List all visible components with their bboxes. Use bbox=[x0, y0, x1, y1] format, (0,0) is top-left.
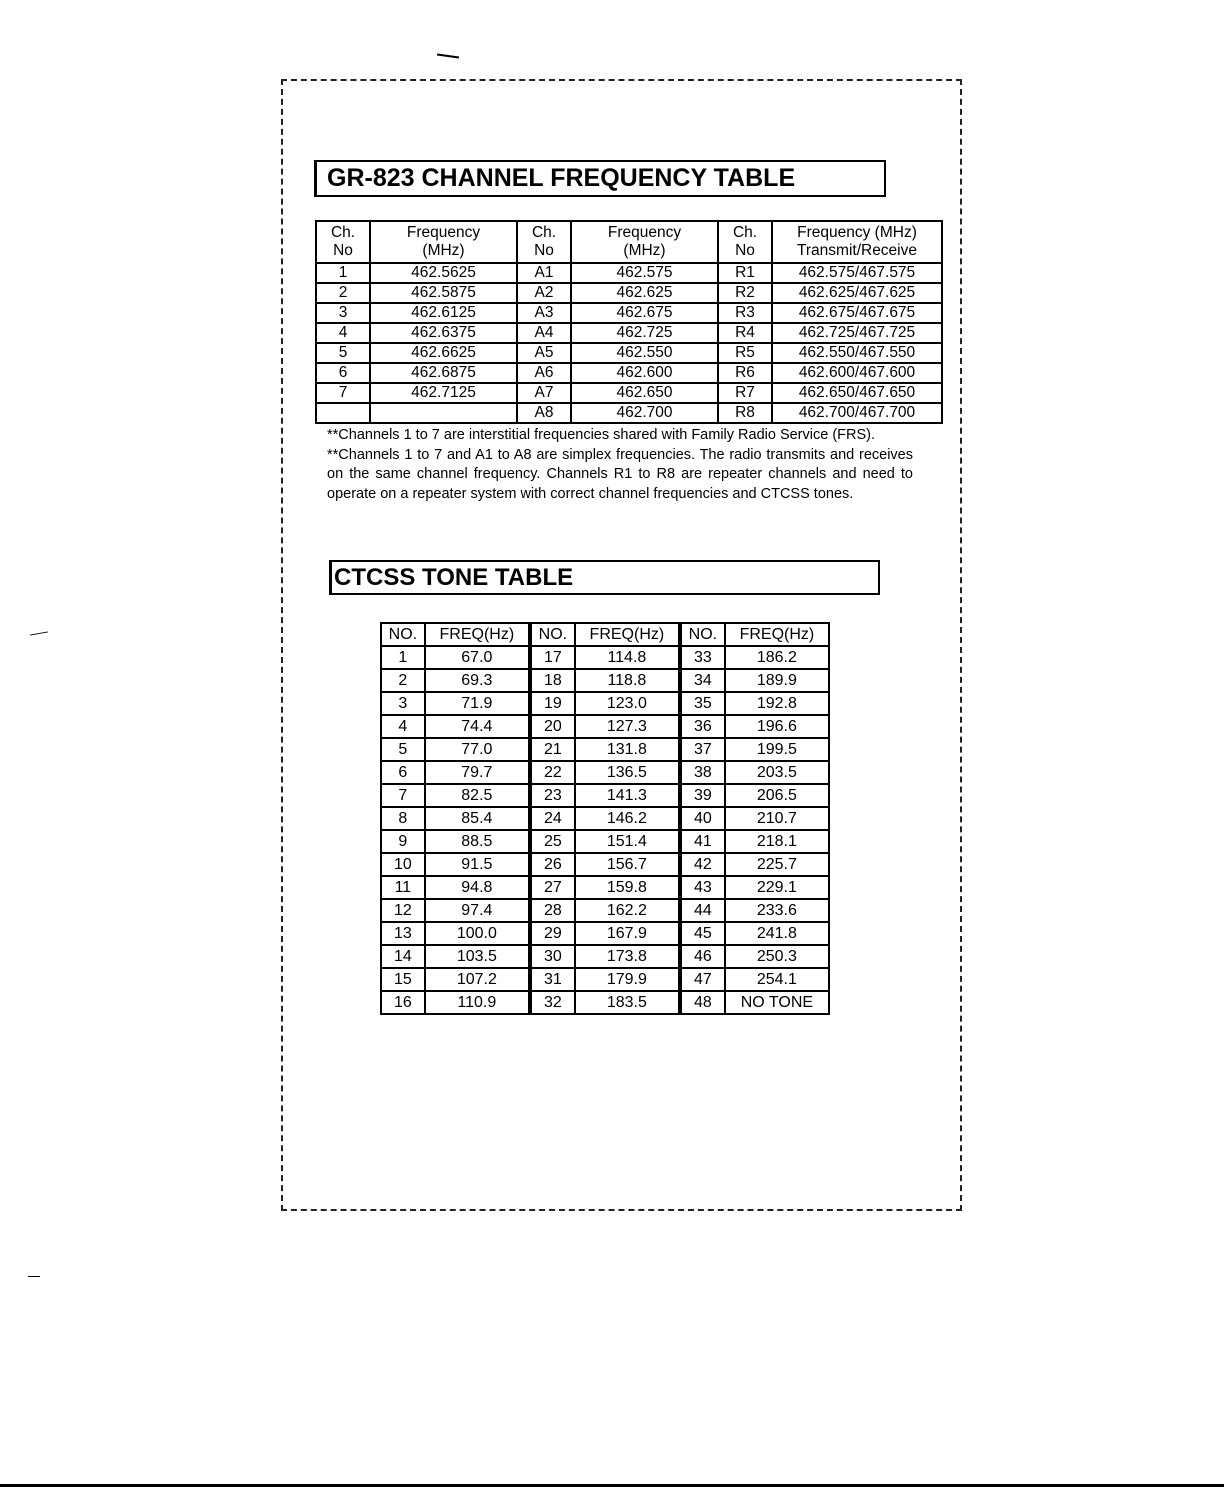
table-cell: 114.8 bbox=[575, 646, 680, 669]
table-cell: 107.2 bbox=[425, 968, 530, 991]
table-cell: 462.725/467.725 bbox=[772, 323, 942, 343]
column-header: NO. bbox=[530, 623, 575, 646]
table-cell: 462.6875 bbox=[370, 363, 517, 383]
table-row bbox=[381, 692, 829, 715]
table-cell: 41 bbox=[680, 830, 725, 853]
table-cell: 462.650 bbox=[571, 383, 718, 403]
scan-mark bbox=[30, 631, 48, 635]
ctcss-table-title: CTCSS TONE TABLE bbox=[329, 560, 880, 595]
table-cell: 22 bbox=[530, 761, 575, 784]
table-cell: 3 bbox=[381, 692, 425, 715]
table-cell: 12 bbox=[381, 899, 425, 922]
table-cell: 6 bbox=[316, 363, 370, 383]
table-row bbox=[381, 853, 829, 876]
table-cell: 136.5 bbox=[575, 761, 680, 784]
table-cell: 462.725 bbox=[571, 323, 718, 343]
table-cell: 1 bbox=[316, 263, 370, 283]
table-cell: NO TONE bbox=[725, 991, 829, 1014]
table-cell: 85.4 bbox=[425, 807, 530, 830]
table-cell: 39 bbox=[680, 784, 725, 807]
table-cell: 218.1 bbox=[725, 830, 829, 853]
table-cell: R1 bbox=[718, 263, 772, 283]
table-row bbox=[316, 403, 942, 423]
table-cell: 462.600 bbox=[571, 363, 718, 383]
table-cell: 462.5875 bbox=[370, 283, 517, 303]
table-cell: 33 bbox=[680, 646, 725, 669]
table-row bbox=[381, 807, 829, 830]
table-cell: 47 bbox=[680, 968, 725, 991]
table-cell: 15 bbox=[381, 968, 425, 991]
table-cell: 23 bbox=[530, 784, 575, 807]
table-cell: 127.3 bbox=[575, 715, 680, 738]
column-header: FREQ(Hz) bbox=[725, 623, 829, 646]
table-row bbox=[316, 263, 942, 283]
table-cell: 1 bbox=[381, 646, 425, 669]
table-cell: A1 bbox=[517, 263, 571, 283]
table-cell: 462.650/467.650 bbox=[772, 383, 942, 403]
table-cell: 462.550 bbox=[571, 343, 718, 363]
column-header: NO. bbox=[381, 623, 425, 646]
table-cell: 79.7 bbox=[425, 761, 530, 784]
table-row bbox=[381, 876, 829, 899]
table-cell: 14 bbox=[381, 945, 425, 968]
page-bottom-rule bbox=[0, 1484, 1224, 1487]
table-cell: 123.0 bbox=[575, 692, 680, 715]
column-header: Ch. No bbox=[316, 221, 370, 263]
table-cell: 77.0 bbox=[425, 738, 530, 761]
column-header: Frequency (MHz) bbox=[571, 221, 718, 263]
table-row bbox=[381, 922, 829, 945]
table-cell: 189.9 bbox=[725, 669, 829, 692]
column-header: FREQ(Hz) bbox=[425, 623, 530, 646]
table-cell: 29 bbox=[530, 922, 575, 945]
table-cell: 74.4 bbox=[425, 715, 530, 738]
table-cell: R8 bbox=[718, 403, 772, 423]
table-cell: 2 bbox=[316, 283, 370, 303]
table-cell: 462.6375 bbox=[370, 323, 517, 343]
table-cell: 5 bbox=[316, 343, 370, 363]
table-header-row bbox=[381, 623, 829, 646]
table-cell: 203.5 bbox=[725, 761, 829, 784]
table-row bbox=[316, 283, 942, 303]
table-cell: 462.700 bbox=[571, 403, 718, 423]
table-cell: 35 bbox=[680, 692, 725, 715]
table-cell: R4 bbox=[718, 323, 772, 343]
table-cell: 229.1 bbox=[725, 876, 829, 899]
table-cell: 13 bbox=[381, 922, 425, 945]
note-frs: **Channels 1 to 7 are interstitial frequencies shared with Family Radio Service (FRS). bbox=[327, 427, 876, 443]
table-row bbox=[381, 945, 829, 968]
table-cell: 25 bbox=[530, 830, 575, 853]
table-cell: 254.1 bbox=[725, 968, 829, 991]
table-cell bbox=[370, 403, 517, 423]
table-cell: 18 bbox=[530, 669, 575, 692]
table-cell: A3 bbox=[517, 303, 571, 323]
table-cell: 462.625 bbox=[571, 283, 718, 303]
table-cell: 179.9 bbox=[575, 968, 680, 991]
table-cell: 462.6125 bbox=[370, 303, 517, 323]
table-cell: 38 bbox=[680, 761, 725, 784]
note-simplex-repeater: **Channels 1 to 7 and A1 to A8 are simplex frequencies. The radio transmits and receives on the same channel frequency. Channels R1 to R8 are repeater channels and need to operate on a repeater system with correct channel frequencies and CTCSS tones. bbox=[327, 446, 913, 502]
table-row bbox=[381, 784, 829, 807]
table-cell: 183.5 bbox=[575, 991, 680, 1014]
table-row bbox=[381, 761, 829, 784]
table-cell: 199.5 bbox=[725, 738, 829, 761]
table-cell: 16 bbox=[381, 991, 425, 1014]
table-cell: 118.8 bbox=[575, 669, 680, 692]
table-cell: 186.2 bbox=[725, 646, 829, 669]
table-row bbox=[381, 715, 829, 738]
table-cell: R5 bbox=[718, 343, 772, 363]
table-cell: A2 bbox=[517, 283, 571, 303]
table-row bbox=[381, 968, 829, 991]
table-row bbox=[381, 830, 829, 853]
table-cell: 67.0 bbox=[425, 646, 530, 669]
table-cell: A5 bbox=[517, 343, 571, 363]
table-cell: 3 bbox=[316, 303, 370, 323]
table-cell: R7 bbox=[718, 383, 772, 403]
table-cell: 462.575/467.575 bbox=[772, 263, 942, 283]
table-cell: 6 bbox=[381, 761, 425, 784]
channel-table-title: GR-823 CHANNEL FREQUENCY TABLE bbox=[314, 160, 886, 197]
table-cell: 19 bbox=[530, 692, 575, 715]
table-cell: A4 bbox=[517, 323, 571, 343]
table-cell: 40 bbox=[680, 807, 725, 830]
table-cell: 17 bbox=[530, 646, 575, 669]
table-cell: 31 bbox=[530, 968, 575, 991]
table-cell: 462.625/467.625 bbox=[772, 283, 942, 303]
table-row bbox=[316, 383, 942, 403]
table-cell: 26 bbox=[530, 853, 575, 876]
table-cell: 9 bbox=[381, 830, 425, 853]
table-row bbox=[316, 303, 942, 323]
table-row bbox=[316, 323, 942, 343]
table-cell: 162.2 bbox=[575, 899, 680, 922]
table-cell: R2 bbox=[718, 283, 772, 303]
table-cell: 250.3 bbox=[725, 945, 829, 968]
column-header: Ch. No bbox=[718, 221, 772, 263]
channel-notes bbox=[327, 426, 913, 504]
table-cell: 233.6 bbox=[725, 899, 829, 922]
table-cell: 4 bbox=[381, 715, 425, 738]
table-cell: 11 bbox=[381, 876, 425, 899]
scan-mark bbox=[28, 1276, 40, 1277]
table-cell: 131.8 bbox=[575, 738, 680, 761]
table-cell: 27 bbox=[530, 876, 575, 899]
table-cell: 159.8 bbox=[575, 876, 680, 899]
table-cell: 206.5 bbox=[725, 784, 829, 807]
table-cell: A6 bbox=[517, 363, 571, 383]
table-cell: 97.4 bbox=[425, 899, 530, 922]
table-cell: 5 bbox=[381, 738, 425, 761]
table-cell: 45 bbox=[680, 922, 725, 945]
table-cell: 462.575 bbox=[571, 263, 718, 283]
table-cell: 462.600/467.600 bbox=[772, 363, 942, 383]
table-cell: 8 bbox=[381, 807, 425, 830]
table-cell: 192.8 bbox=[725, 692, 829, 715]
table-cell: 462.6625 bbox=[370, 343, 517, 363]
table-cell: 173.8 bbox=[575, 945, 680, 968]
table-cell: 43 bbox=[680, 876, 725, 899]
column-header: NO. bbox=[680, 623, 725, 646]
table-cell: A7 bbox=[517, 383, 571, 403]
table-cell: 462.675 bbox=[571, 303, 718, 323]
table-cell: 210.7 bbox=[725, 807, 829, 830]
table-cell: 46 bbox=[680, 945, 725, 968]
table-cell: 110.9 bbox=[425, 991, 530, 1014]
table-cell: 103.5 bbox=[425, 945, 530, 968]
table-cell: 462.550/467.550 bbox=[772, 343, 942, 363]
column-header: FREQ(Hz) bbox=[575, 623, 680, 646]
table-cell: 146.2 bbox=[575, 807, 680, 830]
table-cell: 37 bbox=[680, 738, 725, 761]
table-cell bbox=[316, 403, 370, 423]
table-cell: 167.9 bbox=[575, 922, 680, 945]
table-header-row bbox=[316, 221, 942, 263]
table-cell: 462.675/467.675 bbox=[772, 303, 942, 323]
table-cell: 34 bbox=[680, 669, 725, 692]
table-row bbox=[316, 343, 942, 363]
table-cell: 82.5 bbox=[425, 784, 530, 807]
table-cell: 69.3 bbox=[425, 669, 530, 692]
table-cell: 44 bbox=[680, 899, 725, 922]
channel-frequency-table bbox=[315, 220, 943, 424]
table-cell: 36 bbox=[680, 715, 725, 738]
table-cell: 7 bbox=[316, 383, 370, 403]
table-cell: 151.4 bbox=[575, 830, 680, 853]
table-row bbox=[316, 363, 942, 383]
table-cell: 88.5 bbox=[425, 830, 530, 853]
table-cell: A8 bbox=[517, 403, 571, 423]
table-cell: 156.7 bbox=[575, 853, 680, 876]
table-cell: 42 bbox=[680, 853, 725, 876]
table-cell: 100.0 bbox=[425, 922, 530, 945]
table-cell: 2 bbox=[381, 669, 425, 692]
scan-mark bbox=[437, 53, 459, 58]
table-cell: 71.9 bbox=[425, 692, 530, 715]
table-row bbox=[381, 899, 829, 922]
table-cell: 462.700/467.700 bbox=[772, 403, 942, 423]
column-header: Ch. No bbox=[517, 221, 571, 263]
table-cell: 241.8 bbox=[725, 922, 829, 945]
column-header: Frequency (MHz) Transmit/Receive bbox=[772, 221, 942, 263]
table-cell: 462.5625 bbox=[370, 263, 517, 283]
table-row bbox=[381, 646, 829, 669]
table-cell: 24 bbox=[530, 807, 575, 830]
table-cell: 91.5 bbox=[425, 853, 530, 876]
table-row bbox=[381, 738, 829, 761]
table-cell: 20 bbox=[530, 715, 575, 738]
table-cell: 225.7 bbox=[725, 853, 829, 876]
table-cell: R6 bbox=[718, 363, 772, 383]
table-cell: 48 bbox=[680, 991, 725, 1014]
column-header: Frequency (MHz) bbox=[370, 221, 517, 263]
table-cell: 28 bbox=[530, 899, 575, 922]
table-cell: 10 bbox=[381, 853, 425, 876]
table-cell: 21 bbox=[530, 738, 575, 761]
table-cell: 30 bbox=[530, 945, 575, 968]
table-cell: 4 bbox=[316, 323, 370, 343]
table-cell: R3 bbox=[718, 303, 772, 323]
table-cell: 141.3 bbox=[575, 784, 680, 807]
table-cell: 196.6 bbox=[725, 715, 829, 738]
table-row bbox=[381, 991, 829, 1014]
table-cell: 94.8 bbox=[425, 876, 530, 899]
table-row bbox=[381, 669, 829, 692]
table-cell: 32 bbox=[530, 991, 575, 1014]
table-cell: 462.7125 bbox=[370, 383, 517, 403]
table-cell: 7 bbox=[381, 784, 425, 807]
ctcss-tone-table bbox=[380, 622, 830, 1015]
